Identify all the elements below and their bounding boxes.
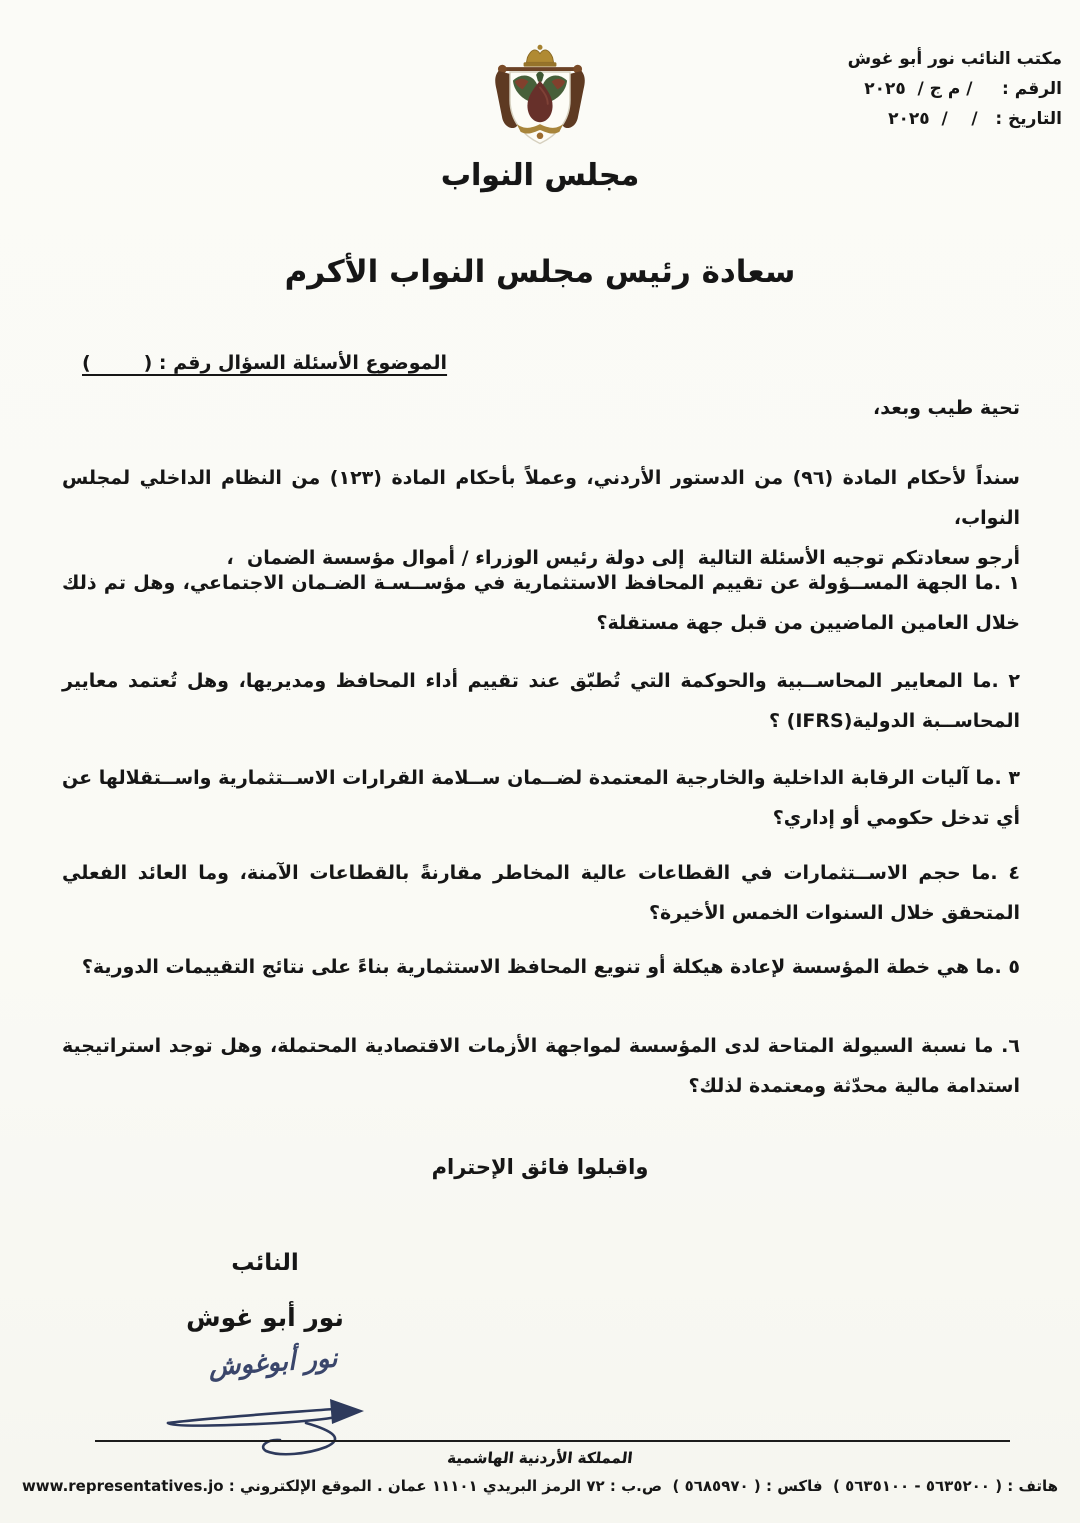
signatory-name: نور أبو غوش [186, 1303, 344, 1332]
intro-line-2: أرجو سعادتكم توجيه الأسئلة التالية إلى دولة رئيس الوزراء / أموال مؤسسة الضمان ، [226, 547, 1020, 569]
question-item-5: ٥ .ما هي خطة المؤسسة لإعادة هيكلة أو تنويع المحافظ الاستثمارية بناءً على نتائج التقييمات الدورية؟ [81, 956, 1020, 978]
handwritten-signature: نور أبوغوش [207, 1343, 339, 1383]
closing-salutation: واقبلوا فائق الإحترام [431, 1155, 649, 1179]
question-item-6: ٦. ما نسبة السيولة المتاحة لدى المؤسسة لمواجهة الأزمات الاقتصادية المحتملة، وهل توجد استراتيجية استدامة مالية محدّثة ومعتمدة لذلك؟ [62, 1035, 1020, 1097]
jordan-coat-of-arms-icon [472, 42, 608, 162]
footer-contact-line: هاتف : ( ٥٦٣٥٢٠٠ - ٥٦٣٥١٠٠ ) فاكس : ( ٥٦٨٥٩٧٠ ) ص.ب : ٧٢ الرمز البريدي ١١١٠١ عمان . الموقع الإلكتروني : www.representatives.jo [21, 1477, 1059, 1495]
kingdom-calligraphy: المملكة الأردنية الهاشمية [446, 1449, 634, 1467]
intro-line-1: سنداً لأحكام المادة (٩٦) من الدستور الأردني، وعملاً بأحكام المادة (١٢٣) من النظام الداخلي لمجلس النواب، [62, 467, 1020, 529]
question-item-2: ٢ .ما المعايير المحاســبية والحوكمة التي تُطبّق عند تقييم أداء المحافظ ومديريها، وهل تُعتمد معايير المحاســبة الدولية(IFRS) ؟ [62, 670, 1020, 732]
letterhead-office-block [848, 44, 1062, 134]
signatory-role: النائب [231, 1250, 299, 1276]
question-item-4: ٤ .ما حجم الاســتثمارات في القطاعات عالية المخاطر مقارنةً بالقطاعات الآمنة، وما العائد الفعلي المتحقق خلال السنوات الخمس الأخيرة؟ [62, 862, 1020, 924]
greeting-line: تحية طيب وبعد، [873, 397, 1020, 419]
ref-number-line: الرقم : / م ج / ٢٠٢٥ [864, 79, 1062, 99]
footer-divider [95, 1440, 1010, 1442]
intro-paragraph [62, 458, 1020, 578]
subject-line: الموضوع الأسئلة السؤال رقم : ( ) [82, 352, 448, 374]
recipient-title: سعادة رئيس مجلس النواب الأكرم [284, 254, 796, 290]
council-calligraphy: مجلس النواب [440, 158, 640, 193]
office-name: مكتب النائب نور أبو غوش [847, 49, 1062, 69]
question-item-1: ١ .ما الجهة المســؤولة عن تقييم المحافظ الاستثمارية في مؤســسـة الضـمان الاجتماعي، وهل تم ذلك خلال العامين الماضيين من قبل جهة مستقلة؟ [62, 572, 1020, 634]
date-line: التاريخ : / / ٢٠٢٥ [888, 109, 1062, 129]
question-item-3: ٣ .ما آليات الرقابة الداخلية والخارجية المعتمدة لضــمان ســلامة القرارات الاســتثمارية واســتقلالها عن أي تدخل حكومي أو إداري؟ [62, 767, 1020, 829]
